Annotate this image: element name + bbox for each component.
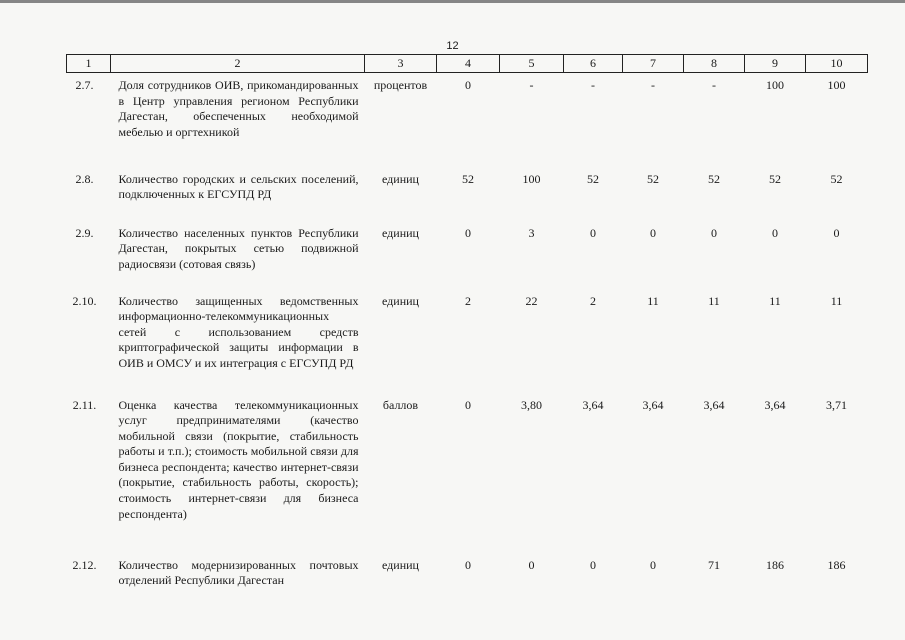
value-cell: 100 (827, 78, 846, 92)
indicator-name: Доля сотрудников ОИВ, прикомандированных в Центр управления регионом Республики Дагестан, обеспеченных необходимой мебелью и оргтехникой (118, 78, 359, 139)
value-cell: 52 (708, 171, 720, 186)
header-cell: 2 (111, 55, 365, 73)
value-cell: 3,64 (582, 397, 604, 412)
value-cell: - (651, 78, 655, 92)
value-cell: 52 (462, 171, 474, 186)
value-cell: 3,80 (521, 397, 542, 412)
value-cell: - (591, 78, 595, 92)
value-cell: 11 (830, 293, 843, 308)
header-cell: 10 (806, 55, 868, 73)
value-cell: 2 (465, 293, 471, 308)
row-number: 2.7. (75, 78, 94, 92)
value-cell: - (712, 78, 716, 92)
value-cell: 11 (708, 293, 720, 308)
value-cell: 22 (525, 293, 538, 308)
header-cell: 8 (684, 55, 745, 73)
table-row (67, 553, 868, 609)
table-row (67, 167, 868, 221)
scan-top-edge (0, 0, 905, 3)
value-cell: 100 (766, 78, 784, 92)
page-number: 12 (446, 40, 459, 52)
unit-cell: баллов (382, 397, 419, 412)
value-cell: 3,64 (764, 397, 786, 412)
value-cell: 0 (528, 557, 535, 572)
value-cell: 0 (650, 225, 656, 240)
value-cell: 0 (465, 557, 471, 572)
value-cell: 52 (587, 171, 599, 186)
value-cell: 71 (708, 557, 720, 572)
value-cell: 100 (522, 171, 541, 186)
value-cell: 3,64 (703, 397, 725, 412)
header-cell: 5 (500, 55, 564, 73)
header-cell: 3 (365, 55, 437, 73)
value-cell: 52 (769, 171, 781, 186)
value-cell: 0 (590, 557, 596, 572)
indicator-name: Количество защищенных ведомственных информационно-телекоммуникационных сетей с использованием средств криптографической защиты информации в ОИВ и ОМСУ и их интеграция с ЕГСУПД РД (118, 293, 359, 370)
value-cell: 0 (833, 225, 840, 240)
row-number: 2.8. (75, 171, 94, 186)
value-cell: 11 (647, 293, 659, 308)
unit-cell: процентов (373, 78, 428, 92)
table-row (67, 221, 868, 289)
unit-cell: единиц (382, 557, 419, 572)
indicator-name: Количество населенных пунктов Республики Дагестан, покрытых сетью подвижной радиосвязи (сотовая связь) (118, 225, 359, 271)
indicator-name: Количество модернизированных почтовых отделений Республики Дагестан (118, 557, 359, 588)
value-cell: 0 (711, 225, 717, 240)
indicators-table (66, 54, 868, 609)
indicator-name: Оценка качества телекоммуникационных услуг предпринимателями (качество мобильной связи (покрытие, стабильность работы и т.п.); стоимость мобильной связи для бизнеса респондента; качество интернет-связи (покрытие, стабильность работы, скорость); стоимость интернет-связи для бизнеса респондента) (118, 397, 359, 521)
value-cell: - (529, 78, 534, 92)
value-cell: 186 (766, 557, 784, 572)
header-cell: 4 (437, 55, 500, 73)
value-cell: 186 (827, 557, 846, 572)
value-cell: 0 (465, 225, 471, 240)
row-number: 2.9. (75, 225, 94, 240)
value-cell: 0 (650, 557, 656, 572)
unit-cell: единиц (382, 225, 419, 240)
header-cell: 9 (745, 55, 806, 73)
value-cell: 11 (769, 293, 781, 308)
value-cell: 3,71 (826, 397, 847, 412)
unit-cell: единиц (382, 171, 419, 186)
value-cell: 3 (528, 225, 535, 240)
value-cell: 0 (590, 225, 596, 240)
value-cell: 52 (647, 171, 659, 186)
table-row (67, 73, 868, 167)
value-cell: 3,64 (642, 397, 664, 412)
value-cell: 2 (590, 293, 596, 308)
table-row (67, 289, 868, 393)
table-row (67, 393, 868, 553)
header-cell: 1 (67, 55, 111, 73)
value-cell: 0 (465, 78, 471, 92)
row-number: 2.11. (72, 397, 97, 412)
header-cell: 6 (564, 55, 623, 73)
unit-cell: единиц (382, 293, 419, 308)
indicator-name: Количество городских и сельских поселений, подключенных к ЕГСУПД РД (118, 171, 359, 202)
row-number: 2.12. (72, 557, 97, 572)
row-number: 2.10. (72, 293, 97, 308)
value-cell: 0 (772, 225, 778, 240)
header-cell: 7 (623, 55, 684, 73)
value-cell: 0 (465, 397, 471, 412)
value-cell: 52 (830, 171, 843, 186)
column-number-header (67, 55, 868, 73)
